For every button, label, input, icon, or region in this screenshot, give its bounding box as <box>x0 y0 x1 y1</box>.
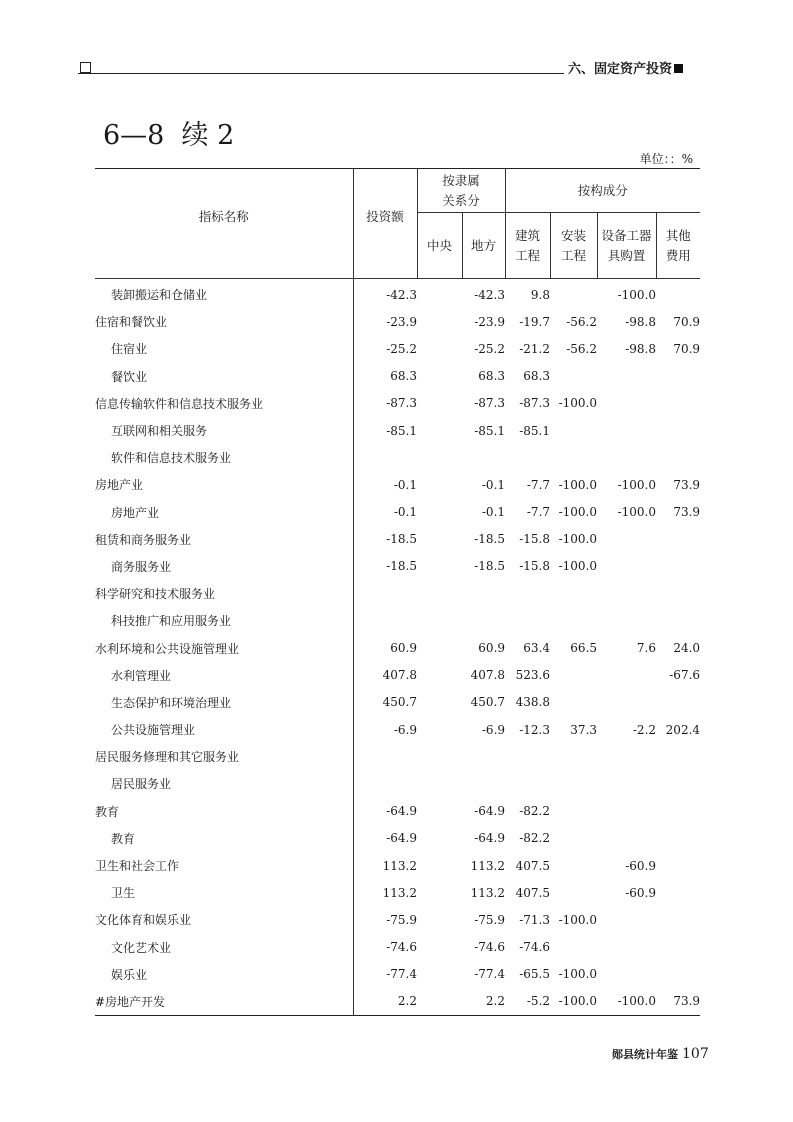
installation-cell: -100.0 <box>558 912 598 927</box>
central-cell <box>417 662 462 689</box>
construction-cell <box>505 444 550 471</box>
other-cell: 24.0 <box>673 641 701 656</box>
installation-cell: -56.2 <box>566 341 598 356</box>
other-cell <box>656 580 700 607</box>
table-row <box>95 934 700 961</box>
header-indicator: 指标名称 <box>95 169 353 279</box>
equipment-cell <box>597 363 656 390</box>
investment-cell: -74.6 <box>353 934 417 961</box>
equipment-cell <box>597 417 656 444</box>
equipment-cell <box>597 390 656 417</box>
installation-cell: -56.2 <box>566 314 598 329</box>
indicator-name: 教育 <box>95 804 120 819</box>
installation-cell: -100.0 <box>558 505 598 520</box>
table-row <box>95 662 700 689</box>
indicator-name: 娱乐业 <box>111 967 148 982</box>
investment-cell <box>353 444 417 471</box>
other-cell <box>656 444 700 471</box>
other-cell <box>656 961 700 988</box>
table-row <box>95 634 700 661</box>
installation-cell <box>550 580 597 607</box>
header-other: 其他 费用 <box>656 213 700 279</box>
table-row <box>95 580 700 607</box>
local-cell: -75.9 <box>474 912 506 927</box>
equipment-cell: -2.2 <box>632 722 657 737</box>
equipment-cell <box>597 961 656 988</box>
installation-cell <box>550 444 597 471</box>
central-cell <box>417 308 462 335</box>
central-cell <box>417 526 462 553</box>
equipment-cell: -60.9 <box>625 885 657 900</box>
equipment-cell <box>597 444 656 471</box>
central-cell <box>417 852 462 879</box>
investment-cell: 407.8 <box>353 662 417 689</box>
equipment-cell <box>597 743 656 770</box>
investment-cell <box>353 770 417 797</box>
installation-cell: 37.3 <box>570 722 598 737</box>
local-cell: -85.1 <box>474 423 506 438</box>
installation-cell <box>550 798 597 825</box>
construction-cell: -74.6 <box>519 940 551 955</box>
construction-cell: -82.2 <box>519 804 551 819</box>
installation-cell <box>550 662 597 689</box>
local-cell: -42.3 <box>474 287 506 302</box>
indicator-name: 商务服务业 <box>111 559 172 574</box>
investment-cell: -77.4 <box>353 961 417 988</box>
local-cell <box>462 770 505 797</box>
local-cell: -18.5 <box>474 559 506 574</box>
table-title: 6—8 续 2 <box>103 120 235 151</box>
header-local: 地方 <box>462 213 505 279</box>
header-square-icon <box>80 62 91 73</box>
table-row <box>95 689 700 716</box>
black-square-icon <box>674 64 683 73</box>
other-cell <box>656 825 700 852</box>
page-footer <box>612 1043 709 1062</box>
other-cell: -67.6 <box>669 668 701 683</box>
indicator-name: 住宿和餐饮业 <box>95 315 168 330</box>
equipment-cell <box>597 607 656 634</box>
indicator-name: 水利管理业 <box>111 668 172 683</box>
construction-cell: -71.3 <box>519 912 551 927</box>
construction-cell <box>505 770 550 797</box>
investment-cell: -25.2 <box>353 335 417 362</box>
header-rule <box>78 73 564 74</box>
table-row <box>95 444 700 471</box>
table-row <box>95 390 700 417</box>
investment-cell: 113.2 <box>353 879 417 906</box>
table-row <box>95 988 700 1016</box>
construction-cell: -7.7 <box>526 505 551 520</box>
other-cell <box>656 279 700 309</box>
data-table <box>95 168 700 1016</box>
local-cell: -18.5 <box>474 532 506 547</box>
indicator-name: 文化体育和娱乐业 <box>95 913 192 928</box>
installation-cell <box>550 363 597 390</box>
table-row <box>95 798 700 825</box>
construction-cell: -12.3 <box>519 722 551 737</box>
central-cell <box>417 906 462 933</box>
construction-cell: 523.6 <box>515 668 551 683</box>
construction-cell: -15.8 <box>519 532 551 547</box>
installation-cell: -100.0 <box>558 559 598 574</box>
indicator-name: 住宿业 <box>111 342 148 357</box>
indicator-name: 房地产业 <box>111 505 160 520</box>
investment-cell: -0.1 <box>353 471 417 498</box>
central-cell <box>417 444 462 471</box>
indicator-name: 科学研究和技术服务业 <box>95 587 216 602</box>
section-title: 六、固定资产投资 <box>568 62 673 77</box>
equipment-cell: -98.8 <box>625 341 657 356</box>
investment-cell <box>353 607 417 634</box>
installation-cell: -100.0 <box>558 396 598 411</box>
table-row <box>95 279 700 309</box>
construction-cell: -15.8 <box>519 559 551 574</box>
indicator-name: 居民服务修理和其它服务业 <box>95 750 240 765</box>
central-cell <box>417 471 462 498</box>
indicator-name: 互联网和相关服务 <box>111 424 208 439</box>
header-equipment: 设备工器 具购置 <box>597 213 656 279</box>
investment-cell: -23.9 <box>353 308 417 335</box>
equipment-cell <box>597 553 656 580</box>
installation-cell: 66.5 <box>570 641 598 656</box>
book-title: 郧县统计年鉴 <box>612 1048 678 1061</box>
other-cell: 73.9 <box>656 988 700 1016</box>
installation-cell <box>550 417 597 444</box>
installation-cell: -100.0 <box>558 967 598 982</box>
equipment-cell <box>597 662 656 689</box>
page-number: 107 <box>682 1046 709 1062</box>
installation-cell: -100.0 <box>558 532 598 547</box>
local-cell: 68.3 <box>478 369 506 384</box>
other-cell <box>656 526 700 553</box>
other-cell <box>656 417 700 444</box>
construction-cell <box>505 580 550 607</box>
installation-cell <box>550 279 597 309</box>
central-cell <box>417 417 462 444</box>
equipment-cell <box>597 526 656 553</box>
equipment-cell: -100.0 <box>617 287 657 302</box>
indicator-name: 房地产业 <box>95 478 144 493</box>
other-cell <box>656 934 700 961</box>
central-cell <box>417 279 462 309</box>
construction-cell: -5.2 <box>505 988 550 1016</box>
installation-cell: -100.0 <box>550 988 597 1016</box>
local-cell: -25.2 <box>474 341 506 356</box>
central-cell <box>417 634 462 661</box>
installation-cell <box>550 607 597 634</box>
equipment-cell <box>597 934 656 961</box>
local-cell: 450.7 <box>470 695 506 710</box>
central-cell <box>417 716 462 743</box>
central-cell <box>417 607 462 634</box>
equipment-cell: -100.0 <box>617 477 657 492</box>
indicator-name: 教育 <box>111 831 136 846</box>
table-row <box>95 471 700 498</box>
equipment-cell <box>597 906 656 933</box>
table-row <box>95 335 700 362</box>
header-by-affiliation: 按隶属 关系分 <box>417 169 505 213</box>
investment-cell: -64.9 <box>353 798 417 825</box>
table-row <box>95 906 700 933</box>
installation-cell <box>550 770 597 797</box>
investment-cell: -0.1 <box>353 499 417 526</box>
installation-cell <box>550 879 597 906</box>
construction-cell: 438.8 <box>515 695 551 710</box>
central-cell <box>417 499 462 526</box>
construction-cell: 68.3 <box>523 369 551 384</box>
equipment-cell: -100.0 <box>597 988 656 1016</box>
table-row <box>95 879 700 906</box>
other-cell: 70.9 <box>673 314 701 329</box>
table-row <box>95 770 700 797</box>
central-cell <box>417 689 462 716</box>
table-row <box>95 363 700 390</box>
other-cell <box>656 607 700 634</box>
table-row <box>95 852 700 879</box>
indicator-name: 租赁和商务服务业 <box>95 532 192 547</box>
header-by-composition: 按构成分 <box>505 169 700 213</box>
header-investment: 投资额 <box>353 169 417 279</box>
other-cell <box>656 363 700 390</box>
installation-cell <box>550 689 597 716</box>
central-cell <box>417 770 462 797</box>
investment-cell: 68.3 <box>353 363 417 390</box>
equipment-cell <box>597 689 656 716</box>
construction-cell: 407.5 <box>515 858 551 873</box>
table-row <box>95 961 700 988</box>
central-cell <box>417 879 462 906</box>
construction-cell <box>505 743 550 770</box>
indicator-name: 餐饮业 <box>111 369 148 384</box>
local-cell <box>462 743 505 770</box>
central-cell <box>417 988 462 1016</box>
investment-cell: -75.9 <box>353 906 417 933</box>
equipment-cell: -98.8 <box>625 314 657 329</box>
construction-cell: -65.5 <box>519 967 551 982</box>
investment-cell: 113.2 <box>353 852 417 879</box>
header-installation: 安装 工程 <box>550 213 597 279</box>
equipment-cell: 7.6 <box>636 641 657 656</box>
indicator-name: 生态保护和环境治理业 <box>111 695 232 710</box>
local-cell: -74.6 <box>474 940 506 955</box>
indicator-name: 卫生 <box>111 886 136 901</box>
other-cell <box>656 553 700 580</box>
construction-cell: -82.2 <box>519 831 551 846</box>
local-cell: -6.9 <box>481 722 506 737</box>
local-cell: -23.9 <box>474 314 506 329</box>
other-cell <box>656 743 700 770</box>
construction-cell <box>505 607 550 634</box>
central-cell <box>417 961 462 988</box>
table-row <box>95 825 700 852</box>
table-row <box>95 553 700 580</box>
indicator-name: 装卸搬运和仓储业 <box>111 288 208 303</box>
table-row <box>95 499 700 526</box>
installation-cell: -100.0 <box>558 477 598 492</box>
other-cell <box>656 689 700 716</box>
investment-cell: -85.1 <box>353 417 417 444</box>
local-cell <box>462 607 505 634</box>
local-cell: -87.3 <box>474 396 506 411</box>
construction-cell: -85.1 <box>519 423 551 438</box>
local-cell: -64.9 <box>474 804 506 819</box>
indicator-name: #房地产开发 <box>95 988 353 1016</box>
local-cell: -77.4 <box>474 967 506 982</box>
table-row <box>95 607 700 634</box>
investment-cell: -64.9 <box>353 825 417 852</box>
construction-cell: -7.7 <box>526 477 551 492</box>
construction-cell: -87.3 <box>519 396 551 411</box>
indicator-name: 文化艺术业 <box>111 940 172 955</box>
header-central: 中央 <box>417 213 462 279</box>
other-cell <box>656 770 700 797</box>
section-header <box>568 58 683 77</box>
local-cell: 113.2 <box>470 858 506 873</box>
indicator-name: 水利环境和公共设施管理业 <box>95 641 240 656</box>
other-cell: 202.4 <box>665 722 701 737</box>
table-row <box>95 417 700 444</box>
construction-cell: 407.5 <box>515 885 551 900</box>
central-cell <box>417 743 462 770</box>
local-cell: 407.8 <box>470 668 506 683</box>
local-cell <box>462 580 505 607</box>
central-cell <box>417 553 462 580</box>
investment-cell <box>353 743 417 770</box>
equipment-cell: -60.9 <box>625 858 657 873</box>
table-row <box>95 716 700 743</box>
equipment-cell <box>597 798 656 825</box>
central-cell <box>417 390 462 417</box>
indicator-name: 公共设施管理业 <box>111 723 196 738</box>
local-cell <box>462 444 505 471</box>
construction-cell: -19.7 <box>519 314 551 329</box>
equipment-cell <box>597 770 656 797</box>
local-cell: -64.9 <box>474 831 506 846</box>
local-cell: 113.2 <box>470 885 506 900</box>
other-cell <box>656 390 700 417</box>
unit-label: 单位：：% <box>639 152 693 166</box>
central-cell <box>417 335 462 362</box>
local-cell: -0.1 <box>481 477 506 492</box>
header-construction: 建筑 工程 <box>505 213 550 279</box>
indicator-name: 科技推广和应用服务业 <box>111 614 232 629</box>
indicator-name: 居民服务业 <box>111 777 172 792</box>
indicator-name: 信息传输软件和信息技术服务业 <box>95 396 264 411</box>
other-cell: 70.9 <box>673 341 701 356</box>
central-cell <box>417 580 462 607</box>
installation-cell <box>550 852 597 879</box>
other-cell <box>656 798 700 825</box>
investment-cell: 60.9 <box>353 634 417 661</box>
equipment-cell: -100.0 <box>617 505 657 520</box>
investment-cell <box>353 580 417 607</box>
central-cell <box>417 825 462 852</box>
table-row <box>95 526 700 553</box>
investment-cell: -18.5 <box>353 526 417 553</box>
table-body <box>95 279 700 1016</box>
indicator-name: 软件和信息技术服务业 <box>111 451 232 466</box>
table-row <box>95 308 700 335</box>
installation-cell <box>550 743 597 770</box>
local-cell: -0.1 <box>481 505 506 520</box>
local-cell: 2.2 <box>462 988 505 1016</box>
central-cell <box>417 934 462 961</box>
investment-cell: -87.3 <box>353 390 417 417</box>
table-row <box>95 743 700 770</box>
investment-cell: 450.7 <box>353 689 417 716</box>
central-cell <box>417 798 462 825</box>
equipment-cell <box>597 825 656 852</box>
local-cell: 60.9 <box>478 641 506 656</box>
investment-cell: 2.2 <box>353 988 417 1016</box>
other-cell <box>656 852 700 879</box>
construction-cell: 63.4 <box>523 641 551 656</box>
investment-cell: -42.3 <box>353 279 417 309</box>
construction-cell: -21.2 <box>519 341 551 356</box>
construction-cell: 9.8 <box>530 287 551 302</box>
central-cell <box>417 363 462 390</box>
installation-cell <box>550 825 597 852</box>
other-cell <box>656 879 700 906</box>
other-cell: 73.9 <box>673 477 701 492</box>
investment-cell: -6.9 <box>353 716 417 743</box>
equipment-cell <box>597 580 656 607</box>
indicator-name: 卫生和社会工作 <box>95 859 180 874</box>
other-cell: 73.9 <box>673 505 701 520</box>
installation-cell <box>550 934 597 961</box>
investment-cell: -18.5 <box>353 553 417 580</box>
other-cell <box>656 906 700 933</box>
